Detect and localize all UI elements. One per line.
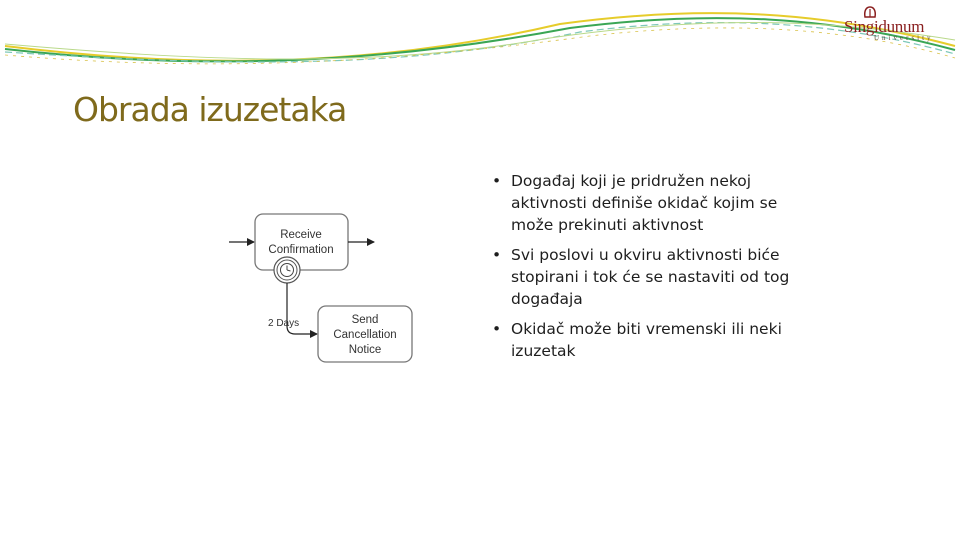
bullet-text: Okidač može biti vremenski ili neki izuzetak — [511, 320, 782, 360]
bullet-text: Svi poslovi u okviru aktivnosti biće stopirani i tok će se nastaviti od tog događaja — [511, 246, 790, 308]
logo-name: Singidunum — [844, 17, 925, 36]
bullet-item — [490, 170, 790, 236]
logo-subtitle: University — [874, 34, 934, 42]
bullet-text: Događaj koji je pridružen nekoj aktivnosti definiše okidač kojim se može prekinuti aktivnost — [511, 172, 778, 234]
task2-line-2: Cancellation — [333, 329, 397, 341]
bullet-dot-icon: • — [492, 246, 502, 264]
bullet-item — [490, 244, 790, 310]
bullet-item — [490, 318, 790, 362]
timer-label: 2 Days — [268, 318, 300, 329]
bullet-list — [490, 170, 790, 370]
bullet-dot-icon: • — [492, 320, 502, 338]
bpmn-diagram — [224, 208, 424, 368]
task-receive-confirmation — [255, 214, 348, 270]
university-logo — [842, 6, 942, 42]
bullet-dot-icon: • — [492, 172, 502, 190]
task1-line-2: Confirmation — [268, 244, 334, 256]
task2-line-3: Notice — [348, 344, 382, 356]
task2-line-1: Send — [351, 314, 379, 326]
timer-icon — [274, 257, 300, 283]
header-waves — [0, 0, 960, 80]
task1-line-1: Receive — [280, 229, 322, 241]
slide-title: Obrada izuzetaka — [73, 90, 347, 129]
